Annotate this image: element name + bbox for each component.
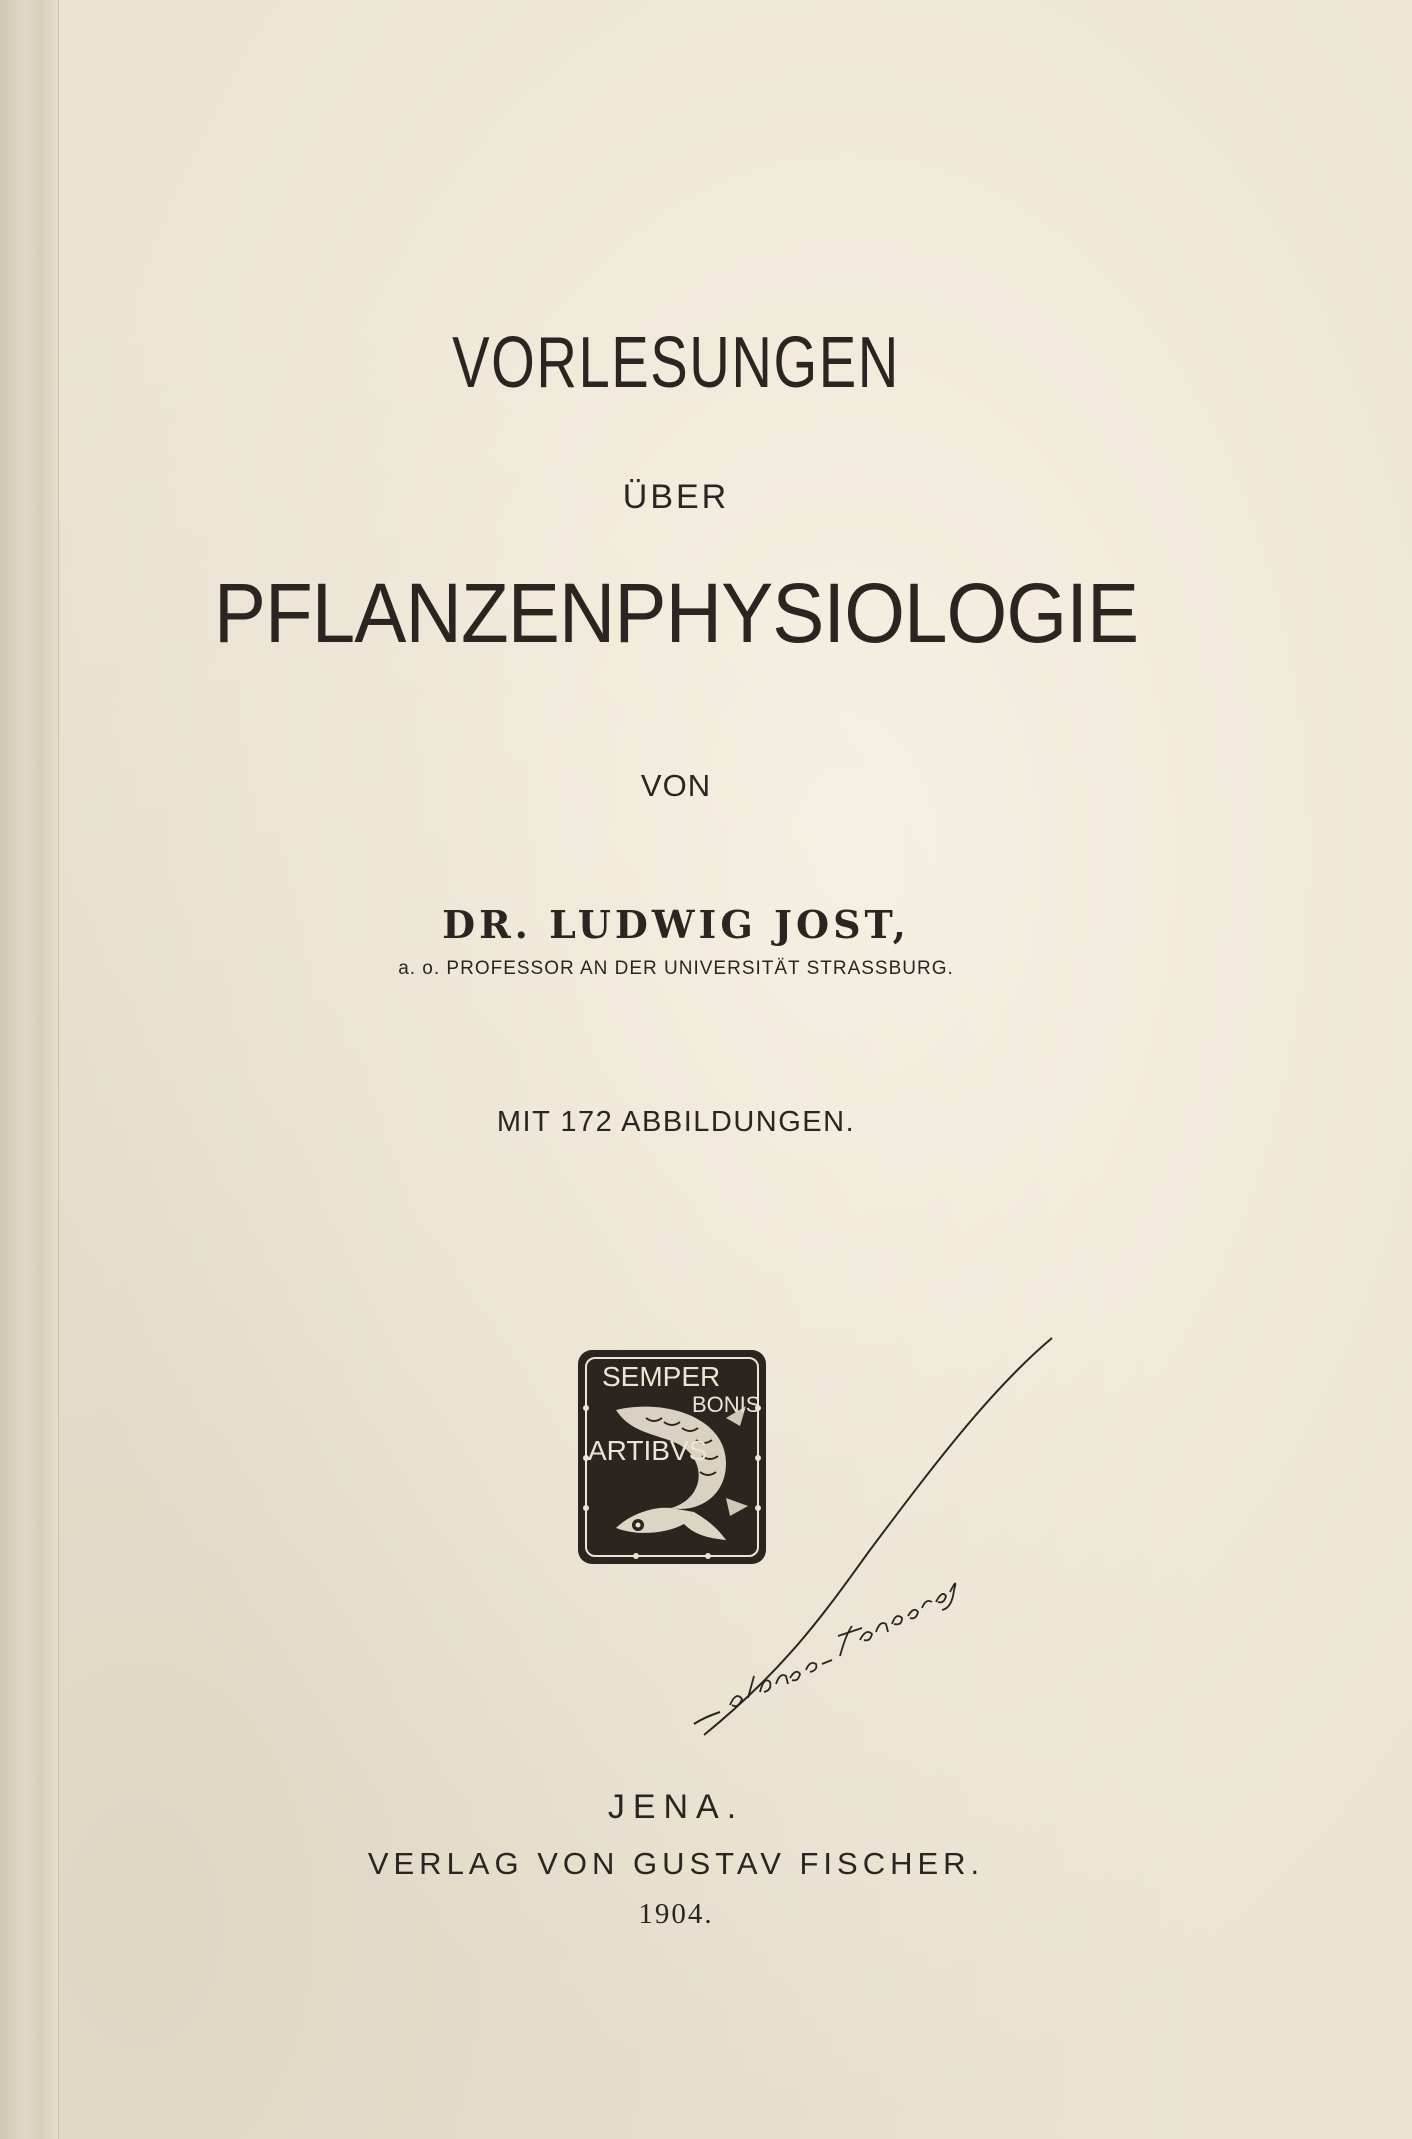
figures-note: MIT 172 ABBILDUNGEN. [496, 1106, 856, 1138]
emblem-word-1: SEMPER [602, 1361, 721, 1392]
title-main: VORLESUNGEN [452, 323, 900, 403]
emblem-word-3: ARTIBVS [588, 1435, 708, 1466]
emblem-word-2: BONIS [692, 1392, 761, 1417]
imprint-year: 1904. [638, 1898, 714, 1930]
imprint-publisher: VERLAG VON GUSTAV FISCHER. [367, 1846, 985, 1881]
title-connector: ÜBER [622, 478, 730, 516]
author-title: a. o. PROFESSOR AN DER UNIVERSITÄT STRASSBURG. [398, 958, 954, 979]
byline-von: VON [640, 768, 712, 803]
handwritten-signature [690, 1320, 1070, 1740]
author-name: DR. LUDWIG JOST, [442, 902, 910, 947]
title-subject: PFLANZENPHYSIOLOGIE [213, 566, 1139, 660]
imprint-city: JENA. [607, 1788, 745, 1826]
